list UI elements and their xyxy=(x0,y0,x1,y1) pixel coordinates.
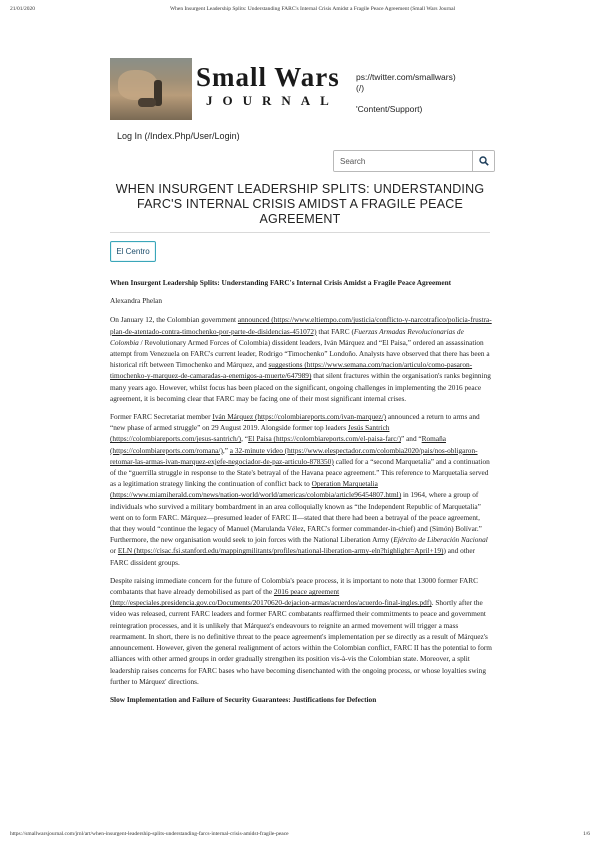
home-link-text: (/) xyxy=(356,82,365,93)
twitter-link[interactable] xyxy=(356,72,456,93)
paragraph-3: Despite raising immediate concern for the future of Colombia's peace process, it is important to note that 13000 former FARC combatants that have already demobilised as part of the 2016 peace agreement (http://especiales.presidencia.gov.co/Documents/20170620-dejacion-armas/acuerdos/acuerdo-final-ingles.pdf). Shortly after the video was released, current FARC leaders and former FARC combatants reaffirmed their commitments to peace and government reintegration processes, and it is unlikely that Márquez's endeavours to reignite an armed movement will trigger a mass rearmament. In short, there is no definitive threat to the peace agreement's implementation per se directly as a result of Márquez's announcement. However, given the general realignment of actors within the Colombian conflict, FARC II has the potential to form alliances with other armed groups in order gradually strengthen its position vis-à-vis the Colombian state. Moreover, a split leadership raises concerns for FARC bases who have becoming disenchanted with the ongoing process, or whose loyalties swing further to Márquez' directions. xyxy=(110,575,492,686)
link-video[interactable]: a 32-minute video (https://www.elespectador.com/colombia2020/pais/nos-obligaron-retomar-las-armas-ivan-marquez-exjefe-negociador-de-paz-articulo-878350) xyxy=(110,445,478,466)
article-author: Alexandra Phelan xyxy=(110,296,163,306)
article-body xyxy=(110,277,492,712)
print-header xyxy=(10,6,590,12)
logo-main-text: Small Wars xyxy=(196,62,340,92)
twitter-link-text: ps://twitter.com/smallwars) xyxy=(356,72,456,82)
category-tag[interactable]: El Centro xyxy=(110,241,156,262)
site-logo[interactable] xyxy=(110,58,360,120)
logo-photo xyxy=(110,58,192,120)
login-link[interactable]: Log In (/Index.Php/User/Login) xyxy=(117,131,240,141)
link-operation-marquetalia[interactable]: Operation Marquetalia (https://www.miamiherald.com/news/nation-world/world/americas/colombia/article96454807.html) xyxy=(110,479,402,500)
support-link[interactable]: 'Content/Support) xyxy=(356,104,423,114)
print-page-number: 1/6 xyxy=(582,831,590,837)
page-title: WHEN INSURGENT LEADERSHIP SPLITS: UNDERSTANDING FARC'S INTERNAL CRISIS AMIDST A FRAGILE PEACE AGREEMENT xyxy=(115,182,485,226)
print-date: 21/01/2020 xyxy=(10,6,36,12)
search-input[interactable] xyxy=(334,151,472,171)
link-announced[interactable]: announced (https://www.eltiempo.com/justicia/conflicto-y-narcotrafico/policia-frustra-plan-de-atentado-contra-timochenko-por-parte-de-disidencias-451072) xyxy=(110,315,492,336)
link-suggestions[interactable]: suggestions (https://www.semana.com/nacion/articulo/como-pasaron-timochenko-y-marquez-de-camaradas-a-enemigos-a-muerte/647989) xyxy=(110,360,473,381)
title-divider xyxy=(110,232,490,233)
print-title: When Insurgent Leadership Splits: Understanding FARC's Internal Crisis Amidst a Fragile Peace Agreement (Small Wars Journal xyxy=(169,6,456,12)
paragraph-1: On January 12, the Colombian government announced (https://www.eltiempo.com/justicia/conflicto-y-narcotrafico/policia-frustra-plan-de-atentado-contra-timochenko-por-parte-de-disidencias-451072) that FARC (Fuerzas Armadas Revolucionarias de Colombia / Revolutionary Armed Forces of Colombia) dissident leaders, Iván Márquez and “El Paisa,” ordered an assassination attempt from Venezuela on FARC's current leader, Rodrigo “Timochenko” Londoño. Analysts have observed that there has been a historical rift between Timochenko and Márquez, and suggestions (https://www.semana.com/nacion/articulo/como-pasaron-timochenko-y-marquez-de-camaradas-a-enemigos-a-muerte/647989) that silent fractures within the organisation's ranks beginning many years ago. However, whilst focus has been placed on the significant, ongoing challenges in implementing the 2016 peace agreement, it is becoming clear that FARC may be facing one of their most significant internal crises. xyxy=(110,315,492,403)
section-heading: Slow Implementation and Failure of Security Guarantees: Justifications for Defection xyxy=(110,694,377,704)
link-el-paisa[interactable]: El Paisa (https://colombiareports.com/el-paisa-farc/) xyxy=(248,434,401,444)
logo-wordmark xyxy=(196,64,366,109)
article-heading: When Insurgent Leadership Splits: Understanding FARC's Internal Crisis Amidst a Fragile Peace Agreement xyxy=(110,278,452,287)
paragraph-2: Former FARC Secretariat member Iván Márquez (https://colombiareports.com/ivan-marquez/) announced a return to arms and “new phase of armed struggle” on 29 August 2019. Alongside former top leaders Jesús Santrich (https://colombiareports.com/jesus-santrich/), “El Paisa (https://colombiareports.com/el-paisa-farc/)” and “Romaña (https://colombiareports.com/romana/),” a 32-minute video (https://www.elespectador.com/colombia2020/pais/nos-obligaron-retomar-las-armas-ivan-marquez-exjefe-negociador-de-paz-articulo-878350) called for a “second Marquetalia” and a continuation of the “guerrilla struggle in response to the State's betrayal of the Havana peace agreement.” This reference to Marquetalia served as a legitimation strategy linking the continuation of conflict back to Operation Marquetalia (https://www.miamiherald.com/news/nation-world/world/americas/colombia/article96454807.html) in 1964, where a group of individuals who survived a military bombardment in an area colloquially known as “the Independent Republic of Marquetalia” went on to form FARC. Márquez—presumed leader of FARC II—stated that there had been a betrayal of the peace agreement, that they would “continue the legacy of Manuel (Marulanda Vélez, FARC's former commander-in-chief) and (Simón) Bolívar.” Furthermore, the new organisation would seek to join forces with the National Liberation Army (Ejército de Liberación Nacional or ELN (https://cisac.fsi.stanford.edu/mappingmilitants/profiles/national-liberation-army-eln?highlight=April+19)) and other FARC dissident groups. xyxy=(110,412,490,567)
link-peace-agreement[interactable]: 2016 peace agreement (http://especiales.presidencia.gov.co/Documents/20170620-dejacion-armas/acuerdos/acuerdo-final-ingles.pdf) xyxy=(110,587,432,608)
logo-sub-text: JOURNAL xyxy=(206,93,339,108)
search-form xyxy=(333,150,495,172)
link-ivan-marquez[interactable]: Iván Márquez (https://colombiareports.com/ivan-marquez/) xyxy=(212,412,387,422)
print-url: https://smallwarsjournal.com/jrnl/art/when-insurgent-leadership-splits-understanding-farcs-internal-crisis-amidst-fragile-peace xyxy=(10,831,289,837)
link-romana[interactable]: Romaña (https://colombiareports.com/romana/) xyxy=(110,434,446,455)
search-icon xyxy=(479,156,489,166)
link-eln[interactable]: ELN (https://cisac.fsi.stanford.edu/mappingmilitants/profiles/national-liberation-army-eln?highlight=April+19) xyxy=(117,546,444,556)
link-jesus-santrich[interactable]: Jesús Santrich (https://colombiareports.com/jesus-santrich/) xyxy=(110,423,390,444)
print-footer xyxy=(10,831,590,837)
search-button[interactable] xyxy=(472,151,494,171)
